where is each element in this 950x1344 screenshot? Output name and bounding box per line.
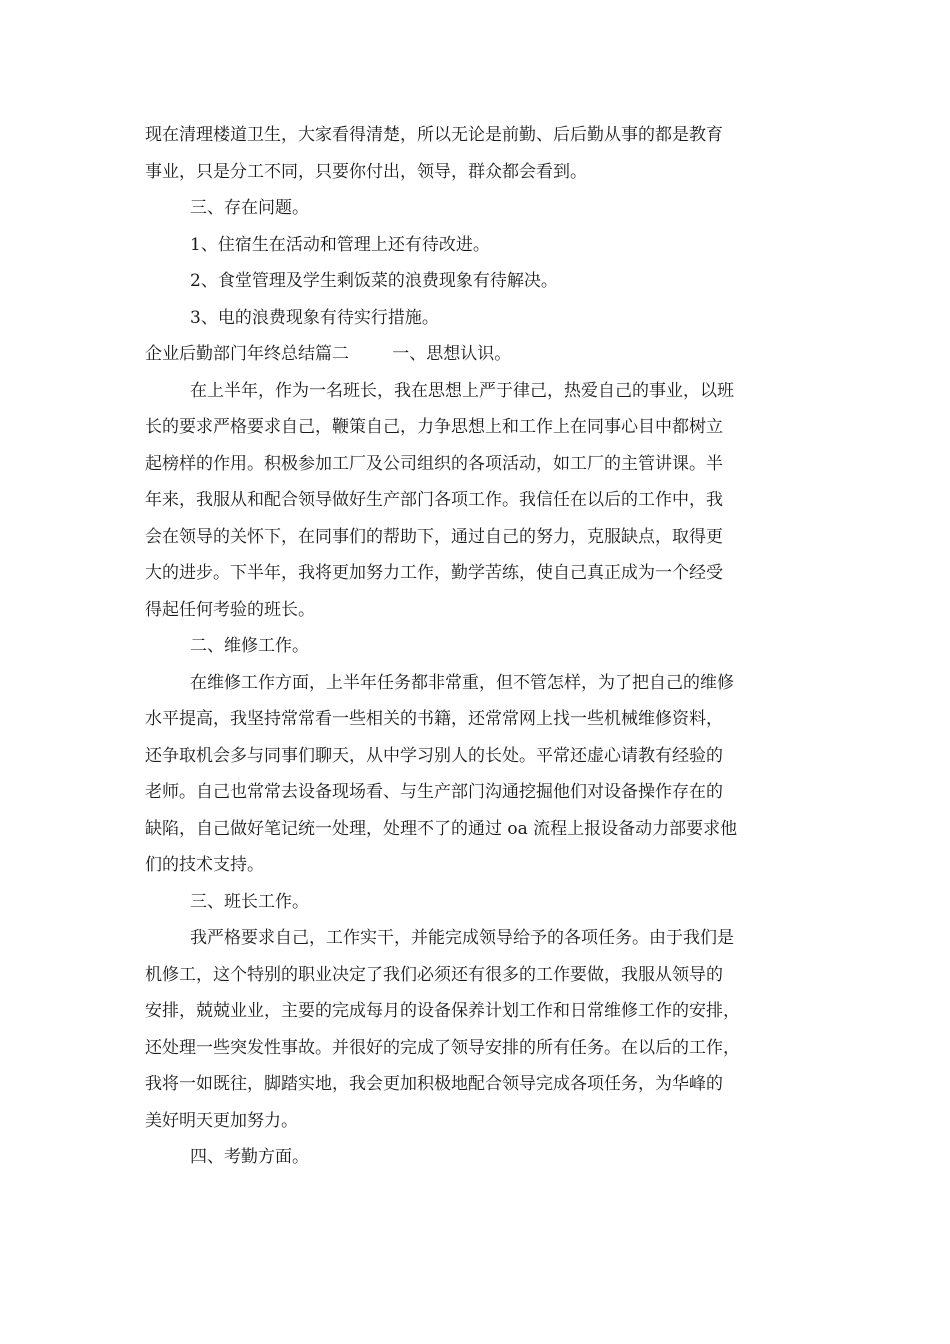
- paragraph-line: 年来，我服从和配合领导做好生产部门各项工作。我信任在以后的工作中，我: [145, 490, 723, 510]
- list-item: 3、电的浪费现象有待实行措施。: [190, 307, 439, 328]
- paragraph-line: 们的技术支持。: [145, 855, 264, 875]
- paragraph-line: 还争取机会多与同事们聊天，从中学习别人的长处。平常还虚心请教有经验的: [145, 745, 723, 766]
- list-item: 2、食堂管理及学生剩饭菜的浪费现象有待解决。: [190, 271, 558, 291]
- document-body: [145, 117, 810, 1176]
- paragraph-line: 在上半年，作为一名班长，我在思想上严于律己，热爱自己的事业，以班: [190, 380, 734, 401]
- paragraph-line: 得起任何考验的班长。: [145, 599, 315, 620]
- section-heading: 三、班长工作。: [190, 891, 309, 912]
- paragraph-line: 安排，兢兢业业，主要的完成每月的设备保养计划工作和日常维修工作的安排，: [145, 1001, 740, 1021]
- section-heading: 三、存在问题。: [190, 198, 309, 218]
- paragraph-line: 水平提高，我坚持常常看一些相关的书籍，还常常网上找一些机械维修资料，: [145, 709, 723, 729]
- list-item: 1、住宿生在活动和管理上还有待改进。: [190, 234, 490, 255]
- document-title-line: 企业后勤部门年终总结篇二 一、思想认识。: [145, 344, 512, 364]
- section-heading: 二、维修工作。: [190, 636, 309, 656]
- paragraph-line: 在维修工作方面，上半年任务都非常重，但不管怎样，为了把自己的维修: [190, 672, 734, 693]
- paragraph-line: 机修工，这个特别的职业决定了我们必须还有很多的工作要做，我服从领导的: [145, 964, 723, 985]
- paragraph-line: 我将一如既往，脚踏实地，我会更加积极地配合领导完成各项任务，为华峰的: [145, 1074, 723, 1094]
- paragraph-line: 事业，只是分工不同，只要你付出，领导，群众都会看到。: [145, 161, 587, 182]
- paragraph-line: 长的要求严格要求自己，鞭策自己，力争思想上和工作上在同事心目中都树立: [145, 417, 723, 437]
- paragraph-line: 起榜样的作用。积极参加工厂及公司组织的各项活动，如工厂的主管讲课。半: [145, 453, 723, 474]
- paragraph-line: 会在领导的关怀下，在同事们的帮助下，通过自己的努力，克服缺点，取得更: [145, 526, 723, 547]
- paragraph-line: 还处理一些突发性事故。并很好的完成了领导安排的所有任务。在以后的工作，: [145, 1037, 740, 1058]
- paragraph-line: 大的进步。下半年，我将更加努力工作，勤学苦练，使自己真正成为一个经受: [145, 563, 723, 583]
- paragraph-line: 老师。自己也常常去设备现场看、与生产部门沟通挖掘他们对设备操作存在的: [145, 782, 723, 802]
- paragraph-line: 美好明天更加努力。: [145, 1110, 298, 1131]
- paragraph-line: 我严格要求自己，工作实干，并能完成领导给予的各项任务。由于我们是: [190, 928, 734, 948]
- section-heading: 四、考勤方面。: [190, 1147, 309, 1167]
- paragraph-line: 缺陷，自己做好笔记统一处理，处理不了的通过 oa 流程上报设备动力部要求他: [145, 818, 738, 839]
- paragraph-line: 现在清理楼道卫生，大家看得清楚，所以无论是前勤、后后勤从事的都是教育: [145, 125, 723, 145]
